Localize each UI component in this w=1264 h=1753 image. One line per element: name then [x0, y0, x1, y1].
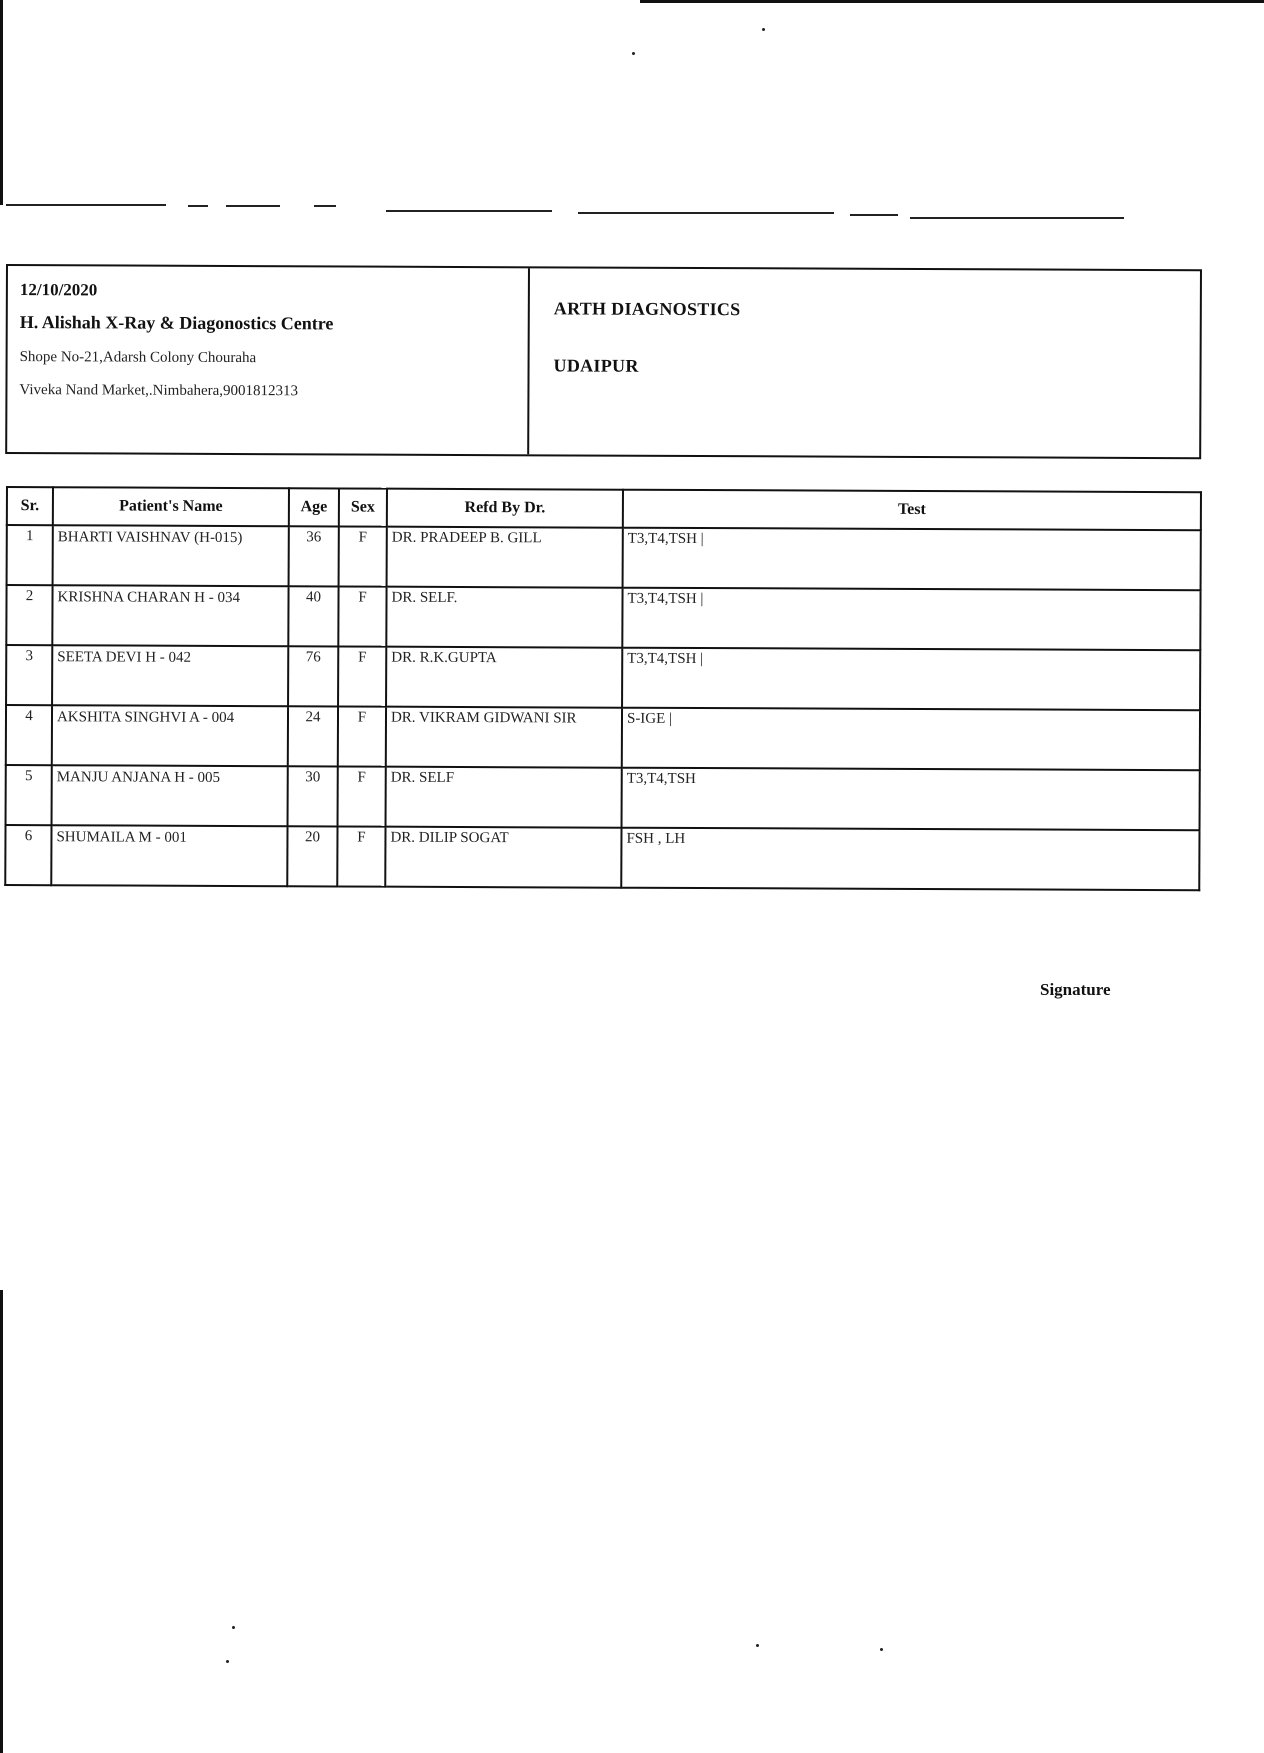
scan-speck — [762, 28, 765, 31]
scan-dash — [226, 205, 280, 207]
cell-doctor: DR. DILIP SOGAT — [385, 827, 621, 888]
cell-doctor: DR. SELF — [386, 767, 622, 828]
scan-edge-left-lower — [0, 1290, 3, 1753]
cell-sex: F — [338, 766, 386, 826]
patient-table — [4, 486, 1202, 891]
cell-age: 20 — [287, 826, 337, 886]
scan-speck — [226, 1660, 229, 1663]
lab-panel — [529, 268, 1200, 497]
cell-sr: 1 — [7, 525, 53, 585]
table-row — [6, 585, 1200, 650]
sender-address-line1: Shope No-21,Adarsh Colony Chouraha — [19, 349, 257, 367]
scan-dash — [850, 214, 898, 216]
col-header-name: Patient's Name — [53, 487, 289, 526]
sender-name: H. Alishah X-Ray & Diagonostics Centre — [19, 312, 334, 334]
cell-patient-name: SHUMAILA M - 001 — [51, 825, 287, 886]
cell-sr: 6 — [5, 825, 51, 885]
cell-sr: 5 — [6, 765, 52, 825]
cell-patient-name: MANJU ANJANA H - 005 — [52, 765, 288, 826]
cell-sr: 4 — [6, 705, 52, 765]
report-date: 12/10/2020 — [19, 280, 98, 300]
scan-dash — [578, 212, 834, 214]
cell-test: T3,T4,TSH — [622, 768, 1200, 831]
cell-age: 24 — [288, 706, 338, 766]
cell-sex: F — [338, 586, 386, 646]
sender-address-line2: Viveka Nand Market,.Nimbahera,9001812313 — [19, 382, 299, 400]
table-header-row — [7, 487, 1201, 530]
scan-edge-left — [0, 0, 3, 205]
scan-speck — [632, 52, 635, 55]
table-row — [7, 525, 1201, 590]
col-header-sex: Sex — [339, 488, 387, 526]
lab-name: ARTH DIAGNOSTICS — [553, 298, 741, 320]
col-header-sr: Sr. — [7, 487, 53, 525]
signature-label: Signature — [1040, 980, 1111, 999]
col-header-doctor: Refd By Dr. — [387, 489, 623, 528]
cell-patient-name: SEETA DEVI H - 042 — [52, 645, 288, 706]
cell-sex: F — [337, 826, 385, 886]
cell-patient-name: BHARTI VAISHNAV (H-015) — [53, 525, 289, 586]
cell-sex: F — [338, 706, 386, 766]
cell-patient-name: AKSHITA SINGHVI A - 004 — [52, 705, 288, 766]
table-row — [6, 765, 1200, 830]
table-row — [6, 645, 1200, 710]
cell-age: 40 — [288, 586, 338, 646]
cell-doctor: DR. PRADEEP B. GILL — [387, 527, 623, 588]
cell-age: 36 — [289, 526, 339, 586]
table-row — [5, 825, 1199, 890]
lab-city: UDAIPUR — [553, 355, 639, 376]
cell-sex: F — [339, 526, 387, 586]
header-box — [5, 264, 1202, 459]
scan-speck — [880, 1648, 883, 1651]
table-row — [6, 705, 1200, 770]
scan-speck — [756, 1644, 759, 1647]
sender-panel — [7, 266, 530, 454]
scan-dash — [188, 205, 208, 207]
col-header-test: Test — [623, 490, 1201, 531]
scan-dash — [6, 204, 166, 206]
cell-age: 30 — [288, 766, 338, 826]
cell-test: T3,T4,TSH | — [623, 528, 1201, 591]
cell-patient-name: KRISHNA CHARAN H - 034 — [52, 585, 288, 646]
scan-dash — [386, 210, 552, 212]
cell-age: 76 — [288, 646, 338, 706]
col-header-age: Age — [289, 488, 339, 526]
scan-dash — [910, 217, 1124, 219]
scan-dash — [314, 205, 336, 207]
cell-sex: F — [338, 646, 386, 706]
cell-test: S-IGE | — [622, 708, 1200, 771]
cell-doctor: DR. SELF. — [386, 587, 622, 648]
cell-sr: 3 — [6, 645, 52, 705]
scan-edge-top — [640, 0, 1264, 3]
cell-doctor: DR. VIKRAM GIDWANI SIR — [386, 707, 622, 768]
cell-test: FSH , LH — [621, 828, 1199, 891]
cell-test: T3,T4,TSH | — [622, 648, 1200, 711]
cell-sr: 2 — [6, 585, 52, 645]
scan-speck — [232, 1626, 235, 1629]
cell-test: T3,T4,TSH | — [622, 588, 1200, 651]
cell-doctor: DR. R.K.GUPTA — [386, 647, 622, 708]
